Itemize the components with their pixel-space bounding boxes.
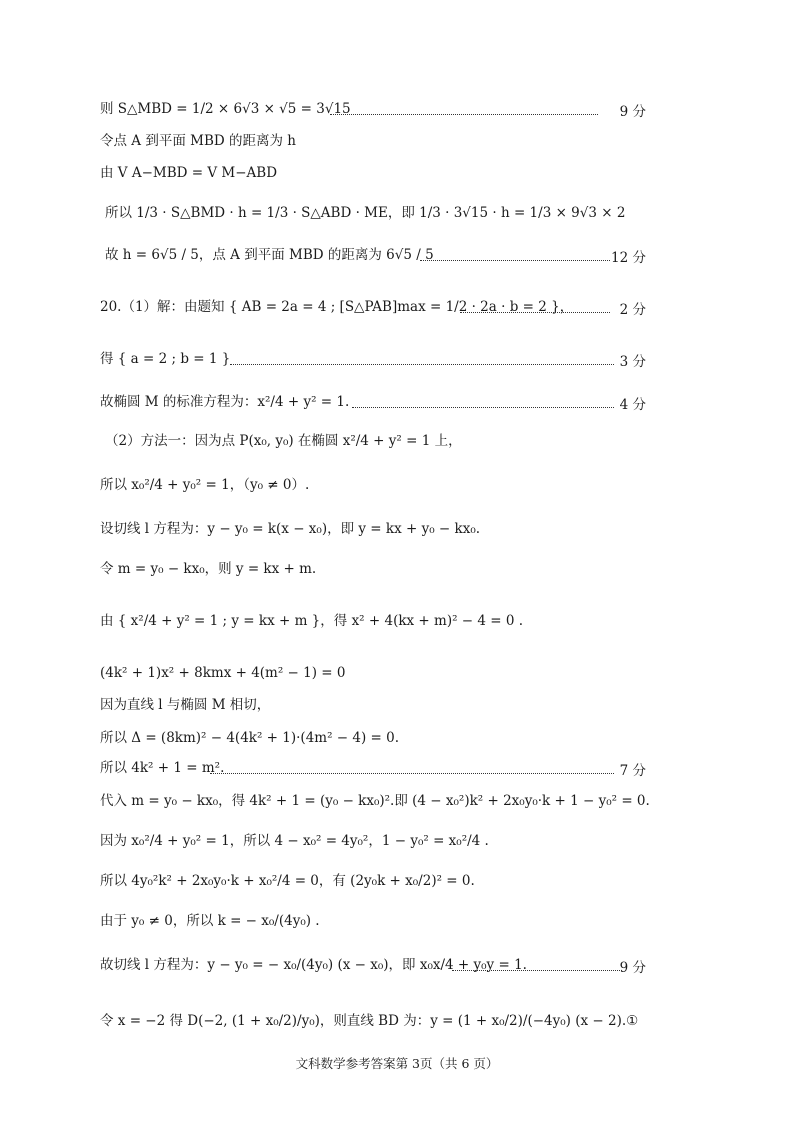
line-18: 代入 m = y₀ − kx₀，得 4k² + 1 = (y₀ − kx₀)².即 (4 − x₀²)k² + 2x₀y₀·k + 1 − y₀² = 0. [100,793,650,809]
line-22: 故切线 l 方程为：y − y₀ = − x₀/(4y₀) (x − x₀)，即 x₀x/4 + y₀y = 1. [100,957,527,973]
line-8: 故椭圆 M 的标准方程为：x²/4 + y² = 1. [100,394,350,410]
dots [230,364,614,365]
line-7: 得 { a = 2 ; b = 1 } [100,351,231,367]
line-5: 故 h = 6√5 / 5，点 A 到平面 MBD 的距离为 6√5 / 5 [105,247,434,263]
score-9-b: 9 分 [619,960,646,976]
dots [330,114,598,115]
score-4: 4 分 [619,397,646,413]
line-14: (4k² + 1)x² + 8kmx + 4(m² − 1) = 0 [100,665,346,681]
line-2: 令点 A 到平面 MBD 的距离为 h [100,133,296,149]
score-7: 7 分 [619,763,646,779]
line-10: 所以 x₀²/4 + y₀² = 1，（y₀ ≠ 0）. [100,477,310,493]
line-6: 20.（1）解：由题知 { AB = 2a = 4 ; [S△PAB]max = 1/2 · 2a · b = 2 }， [100,299,574,315]
line-13: 由 { x²/4 + y² = 1 ; y = kx + m }，得 x² + 4(kx + m)² − 4 = 0 . [100,613,524,629]
dots [352,407,614,408]
line-9: （2）方法一：因为点 P(x₀, y₀) 在椭圆 x²/4 + y² = 1 上， [105,433,462,449]
line-23: 令 x = −2 得 D(−2, (1 + x₀/2)/y₀)，则直线 BD 为：y = (1 + x₀/2)/(−4y₀) (x − 2).① [100,1013,639,1029]
line-21: 由于 y₀ ≠ 0，所以 k = − x₀/(4y₀) . [100,913,320,929]
line-1: 则 S△MBD = 1/2 × 6√3 × √5 = 3√15 [100,101,351,117]
dots [452,970,620,971]
dots [420,260,610,261]
score-12: 12 分 [611,250,646,266]
footer: 文科数学参考答案第 3页（共 6 页） [295,1056,499,1071]
score-2: 2 分 [619,302,646,318]
line-11: 设切线 l 方程为：y − y₀ = k(x − x₀)，即 y = kx + y₀ − kx₀. [100,521,481,537]
score-3: 3 分 [619,354,646,370]
line-19: 因为 x₀²/4 + y₀² = 1，所以 4 − x₀² = 4y₀²，1 − y₀² = x₀²/4 . [100,833,489,849]
line-17: 所以 4k² + 1 = m². [100,760,225,776]
line-3: 由 V A−MBD = V M−ABD [100,165,278,181]
line-16: 所以 Δ = (8km)² − 4(4k² + 1)·(4m² − 4) = 0. [100,730,400,746]
dots [210,773,614,774]
line-20: 所以 4y₀²k² + 2x₀y₀·k + x₀²/4 = 0，有 (2y₀k + x₀/2)² = 0. [100,873,475,889]
dots [460,312,610,313]
score-9-a: 9 分 [619,104,646,120]
line-15: 因为直线 l 与椭圆 M 相切， [100,697,271,713]
line-4: 所以 1/3 · S△BMD · h = 1/3 · S△ABD · ME，即 1/3 · 3√15 · h = 1/3 × 9√3 × 2 [105,205,626,221]
line-12: 令 m = y₀ − kx₀，则 y = kx + m. [100,561,317,577]
